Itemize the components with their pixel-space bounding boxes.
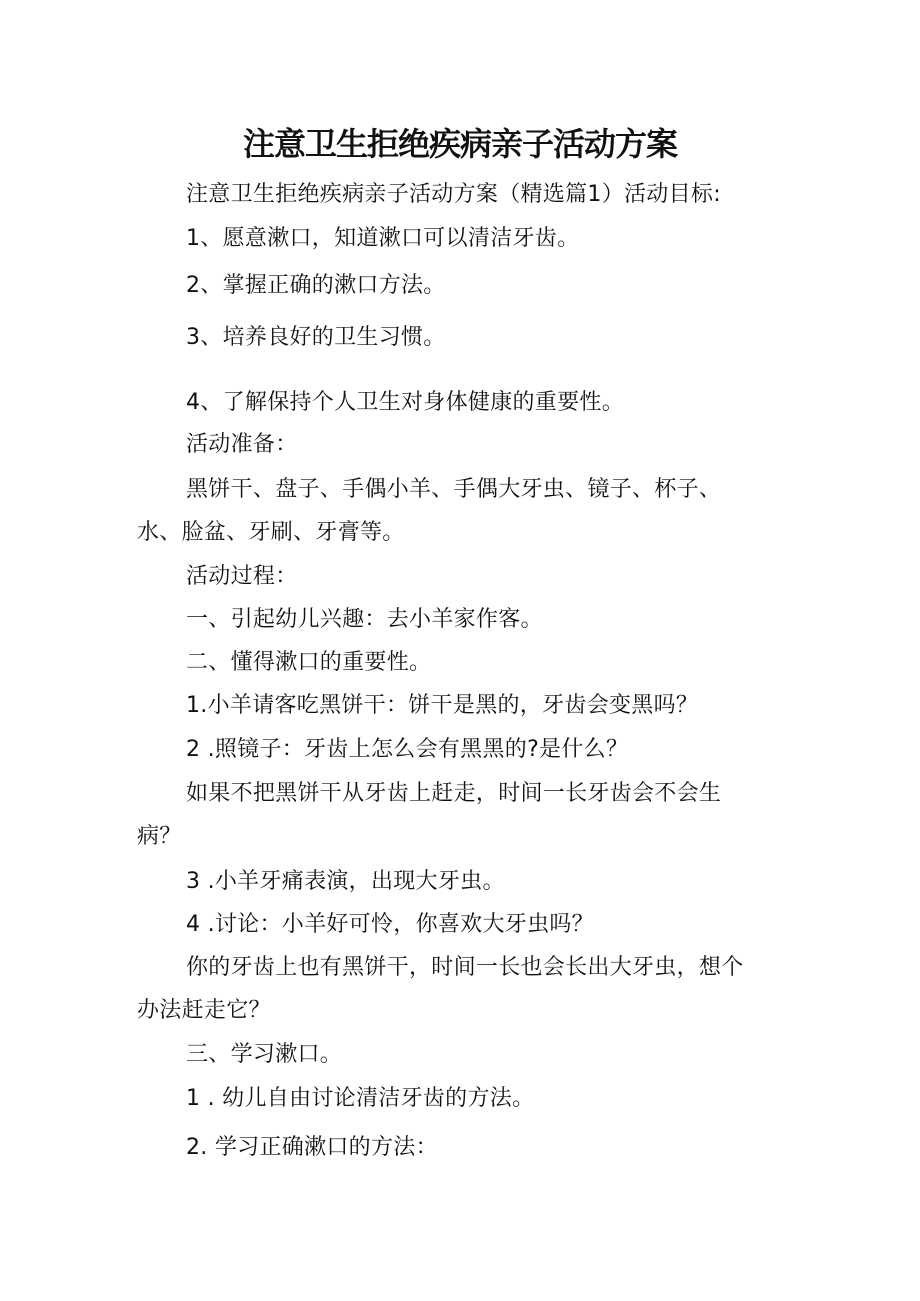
paragraph-preparation-heading: 活动准备： [186,432,298,457]
paragraph-step-three: 三、学习漱口。 [186,1042,343,1067]
paragraph-goal-1: 1、愿意漱口，知道漱口可以清洁牙齿。 [186,226,580,251]
paragraph-step-three-1: 1 . 幼儿自由讨论清洁牙齿的方法。 [186,1086,535,1111]
paragraph-intro: 注意卫生拒绝疾病亲子活动方案（精选篇1）活动目标: [186,182,721,207]
paragraph-step-two-3: 3 .小羊牙痛表演，出现大牙虫。 [186,869,505,894]
paragraph-step-three-2: 2. 学习正确漱口的方法： [186,1135,438,1160]
paragraph-step-one: 一、引起幼儿兴趣：去小羊家作客。 [186,607,543,632]
paragraph-goal-4: 4、了解保持个人卫生对身体健康的重要性。 [186,390,624,415]
paragraph-goal-3: 3、培养良好的卫生习惯。 [186,325,446,350]
paragraph-goal-2: 2、掌握正确的漱口方法。 [186,273,446,298]
paragraph-step-two-4: 4 .讨论：小羊好可怜，你喜欢大牙虫吗？ [186,912,594,937]
paragraph-step-two: 二、懂得漱口的重要性。 [186,650,432,675]
paragraph-step-two-2: 2 .照镜子：牙齿上怎么会有黑黑的?是什么？ [186,737,629,762]
paragraph-preparation-items: 黑饼干、盘子、手偶小羊、手偶大牙虫、镜子、杯子、 [186,477,722,502]
paragraph-question: 如果不把黑饼干从牙齿上赶走，时间一长牙齿会不会生 [186,781,722,806]
paragraph-preparation-items-cont: 水、脸盆、牙刷、牙膏等。 [137,520,405,545]
paragraph-discussion: 你的牙齿上也有黑饼干，时间一长也会长出大牙虫，想个 [186,955,744,980]
paragraph-process-heading: 活动过程： [186,564,298,589]
paragraph-discussion-cont: 办法赶走它？ [137,998,271,1023]
paragraph-question-cont: 病？ [137,824,182,849]
document-title: 注意卫生拒绝疾病亲子活动方案 [242,125,677,163]
paragraph-step-two-1: 1.小羊请客吃黑饼干：饼干是黑的，牙齿会变黑吗？ [186,693,699,718]
